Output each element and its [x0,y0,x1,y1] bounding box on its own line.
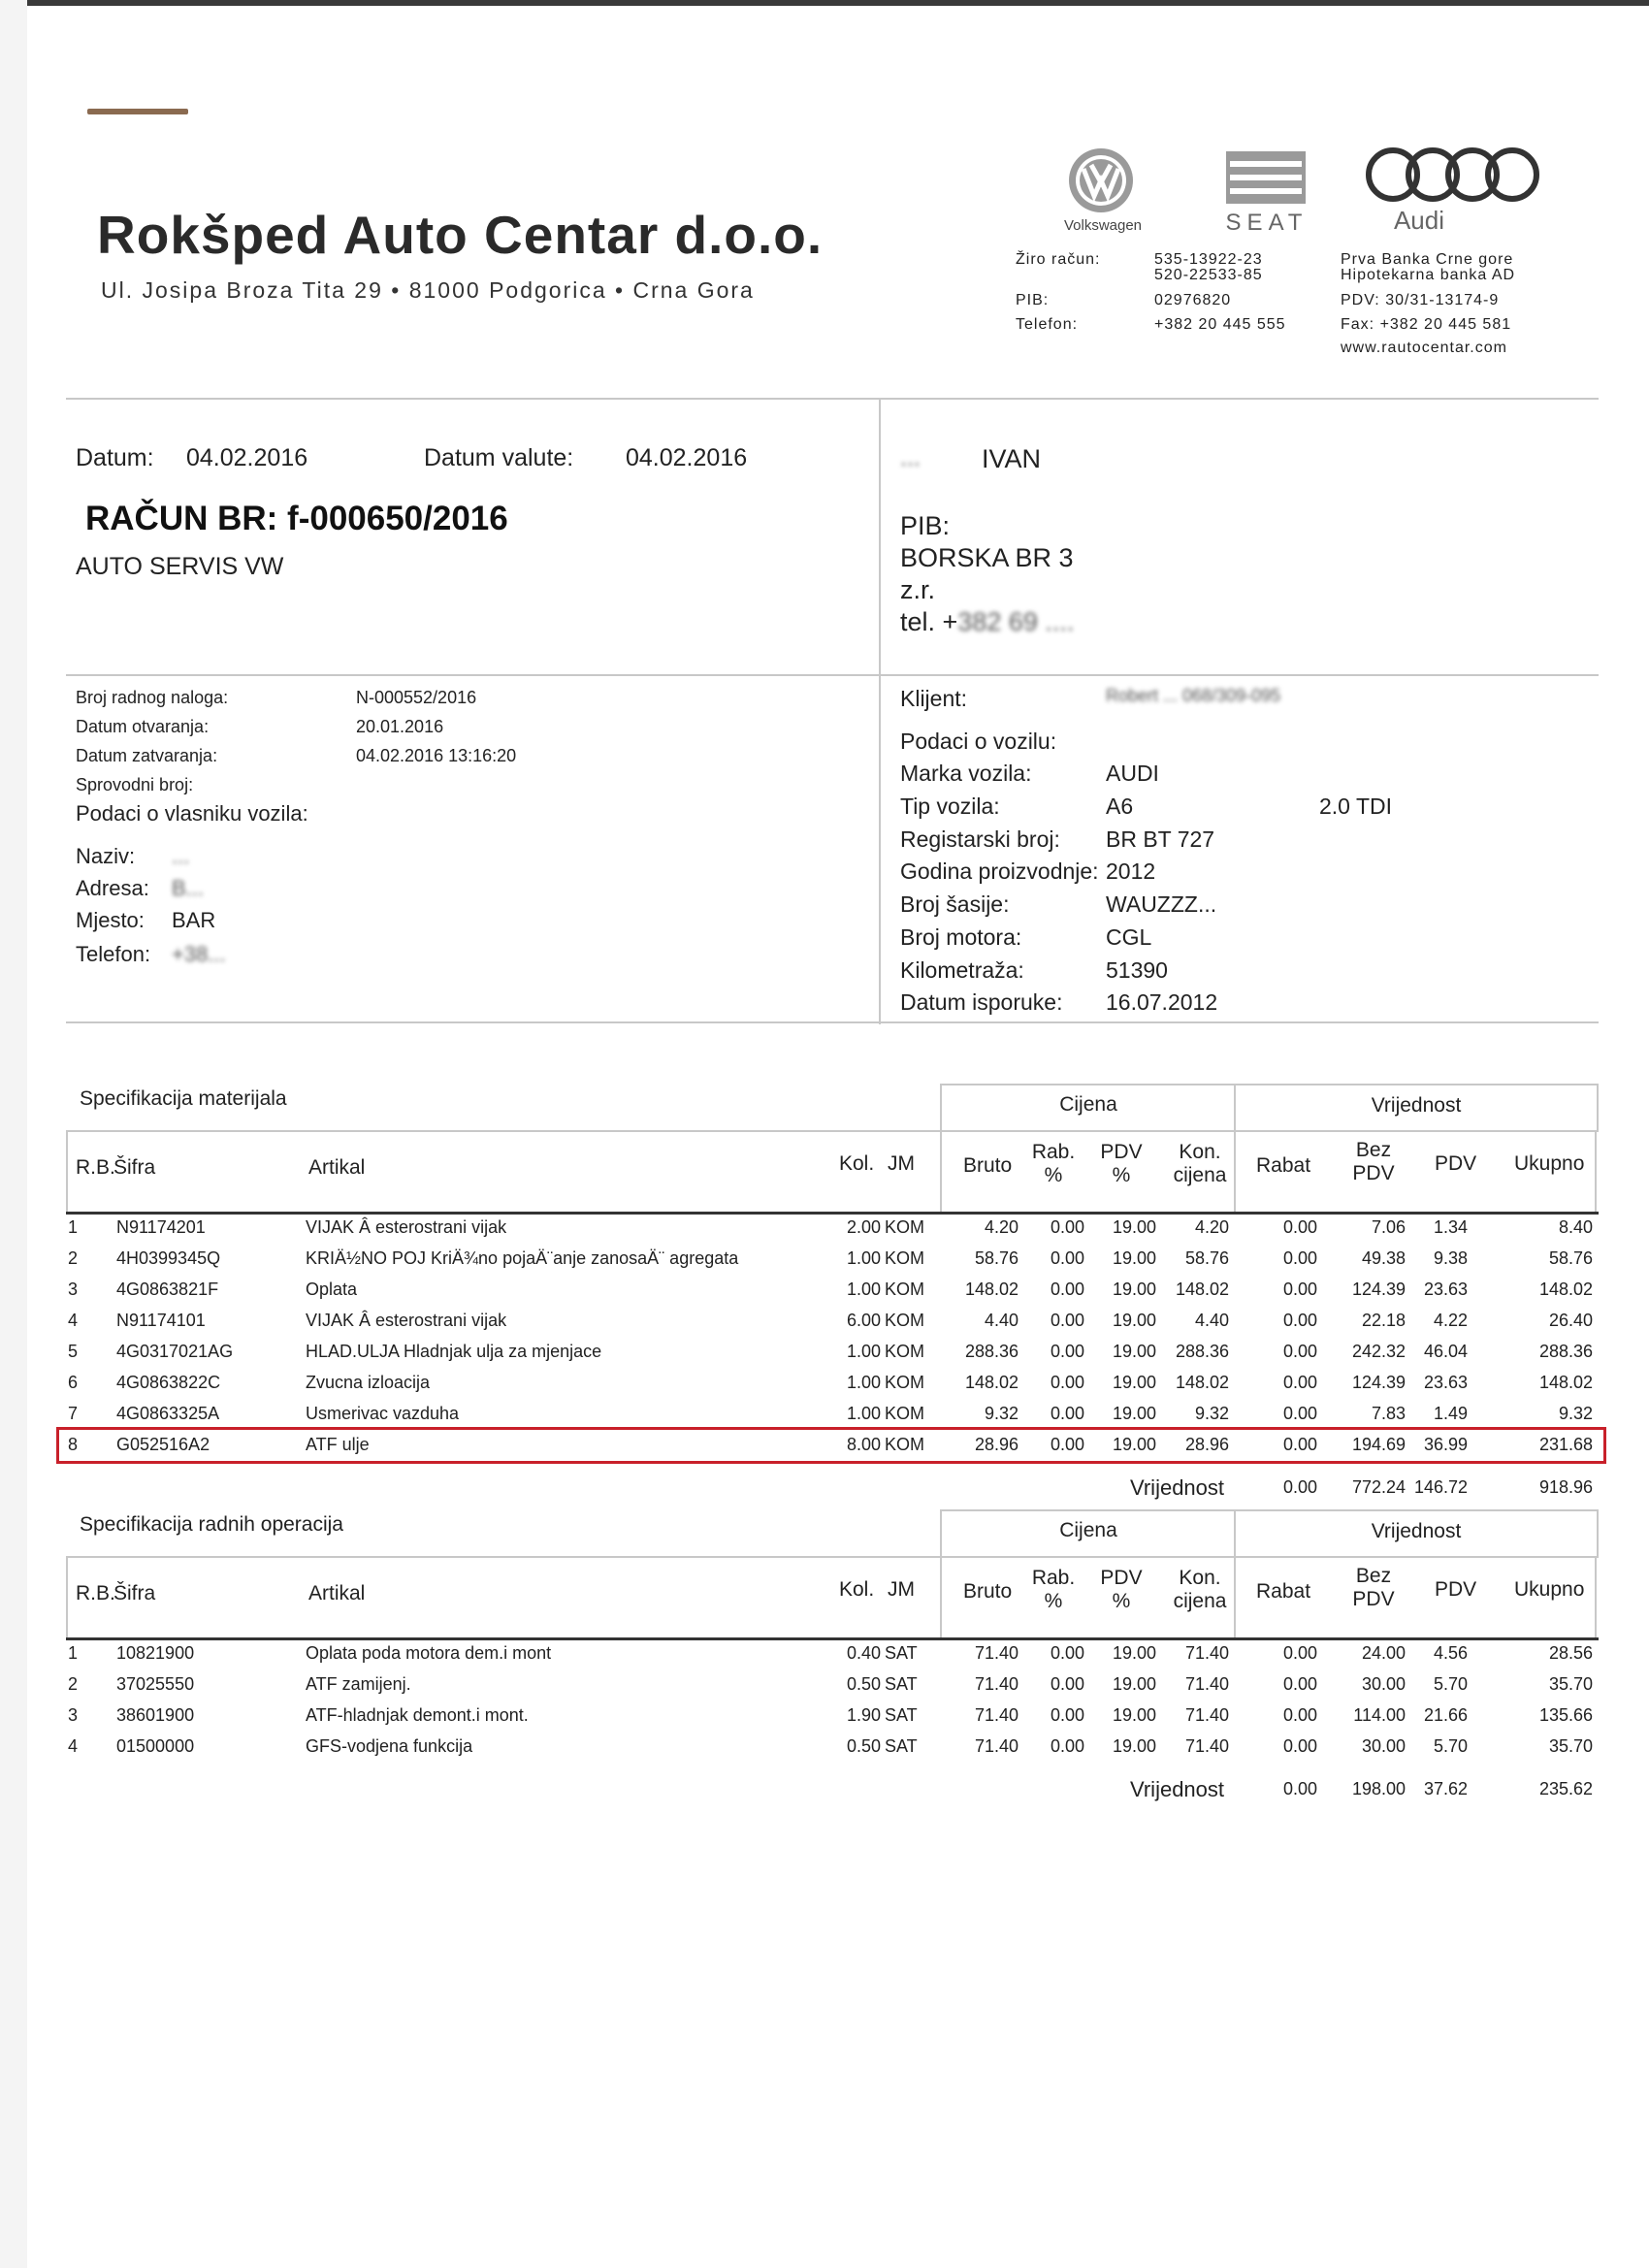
cell-artikal: GFS-vodjena funkcija [306,1736,473,1756]
cell-pdv: 4.56 [1433,1643,1468,1663]
cell-pdv: 46.04 [1423,1342,1468,1361]
order-value: 20.01.2016 [356,717,444,736]
cell-kon-cijena: 148.02 [1175,1373,1229,1392]
col-header-kon: Kon. [1179,1141,1221,1163]
cell-rb: 4 [68,1736,79,1756]
cell-jm: KOM [885,1280,925,1299]
cell-rab: 0.00 [1050,1674,1084,1694]
cell-pdv-pct: 19.00 [1112,1311,1156,1330]
invoice-label: RAČUN BR: [85,500,278,537]
cijena-group-header: Cijena [940,1509,1235,1556]
owner-value: B... [172,876,205,900]
cell-ukupno: 148.02 [1538,1280,1593,1299]
cell-pdv-pct: 19.00 [1112,1404,1156,1423]
klijent-value: Robert ... 068/309-095 [1106,686,1281,705]
col-header-kol: Kol. [839,1578,875,1601]
cell-rb: 2 [68,1674,79,1694]
col-header-rab-pct: % [1044,1164,1063,1186]
cell-rabat: 0.00 [1282,1404,1317,1423]
cell-ukupno: 35.70 [1548,1674,1593,1694]
cell-ukupno: 35.70 [1548,1736,1593,1756]
cell-ukupno: 135.66 [1538,1705,1593,1725]
cell-kon-cijena: 288.36 [1175,1342,1229,1361]
cell-bruto: 71.40 [974,1643,1018,1663]
decorative-line [87,109,188,114]
customer-phone [900,607,1074,637]
cell-ukupno: 148.02 [1538,1373,1593,1392]
cell-kon-cijena: 71.40 [1184,1736,1229,1756]
total-rabat: 0.00 [1282,1779,1317,1798]
cell-kon-cijena: 9.32 [1194,1404,1229,1423]
total-ukupno: 235.62 [1538,1779,1593,1798]
cell-kol: 2.00 [846,1217,881,1237]
total-bez-pdv: 772.24 [1351,1477,1406,1497]
vehicle-label: Marka vozila: [900,761,1032,786]
col-header-jm: JM [888,1578,915,1601]
owner-label: Mjesto: [76,908,145,932]
cell-kol: 0.40 [846,1643,881,1663]
cell-bez-pdv: 22.18 [1361,1311,1406,1330]
customer-pib: PIB: [900,511,951,540]
klijent-label: Klijent: [900,686,968,711]
header-border [66,1130,1599,1132]
owner-value: ... [172,844,190,868]
cell-ukupno: 231.68 [1538,1435,1593,1454]
cell-bez-pdv: 124.39 [1351,1373,1406,1392]
cell-kol: 1.00 [846,1404,881,1423]
cell-bruto: 71.40 [974,1736,1018,1756]
customer-phone-prefix: tel. + [900,607,958,636]
col-header-kon-cijena: cijena [1173,1590,1227,1612]
vehicle-title: Podaci o vozilu: [900,729,1057,754]
brand-caption-audi: Audi [1393,206,1445,235]
cell-rab: 0.00 [1050,1705,1084,1725]
cell-rabat: 0.00 [1282,1643,1317,1663]
section-title: Specifikacija radnih operacija [80,1513,343,1536]
brand-caption-vw: Volkswagen [1063,217,1143,234]
cell-kon-cijena: 71.40 [1184,1643,1229,1663]
cell-bez-pdv: 7.06 [1371,1217,1406,1237]
owner-title: Podaci o vlasniku vozila: [76,801,308,826]
cell-jm: SAT [885,1674,918,1694]
cell-rb: 8 [68,1435,79,1454]
pib-value: 02976820 [1154,292,1232,308]
cell-bruto: 4.40 [984,1311,1018,1330]
cell-rabat: 0.00 [1282,1373,1317,1392]
phone-label: Telefon: [1016,316,1079,333]
cell-bez-pdv: 7.83 [1371,1404,1406,1423]
col-header-rabat: Rabat [1256,1154,1311,1177]
cell-kon-cijena: 4.40 [1194,1311,1229,1330]
cell-pdv: 5.70 [1433,1674,1468,1694]
cell-artikal: HLAD.ULJA Hladnjak ulja za mjenjace [306,1342,602,1361]
vehicle-label: Broj šasije: [900,891,1010,917]
customer-phone-hidden: 382 69 .... [957,607,1075,636]
seat-logo [1224,146,1308,214]
cell-pdv-pct: 19.00 [1112,1674,1156,1694]
total-rabat: 0.00 [1282,1477,1317,1497]
cell-pdv-pct: 19.00 [1112,1373,1156,1392]
cell-kol: 1.00 [846,1373,881,1392]
cell-jm: KOM [885,1311,925,1330]
cell-artikal: ATF zamijenj. [306,1674,411,1694]
cell-ukupno: 58.76 [1548,1248,1593,1268]
cell-jm: KOM [885,1404,925,1423]
cell-pdv: 1.49 [1433,1404,1468,1423]
ziro-label: Žiro račun: [1016,251,1101,268]
cell-rab: 0.00 [1050,1643,1084,1663]
volkswagen-logo [1062,146,1140,220]
cell-rab: 0.00 [1050,1248,1084,1268]
cell-rb: 1 [68,1217,79,1237]
vehicle-value: 16.07.2012 [1106,989,1218,1015]
cell-rabat: 0.00 [1282,1705,1317,1725]
col-header-bez: Bez [1355,1565,1392,1587]
cell-jm: KOM [885,1248,925,1268]
cell-sifra: N91174201 [116,1217,206,1237]
cell-jm: SAT [885,1736,918,1756]
vehicle-label: Tip vozila: [900,794,1000,819]
header-border [940,1556,942,1637]
col-header-rb: R.B. [76,1582,115,1604]
col-header-kol: Kol. [839,1152,875,1175]
cell-pdv-pct: 19.00 [1112,1736,1156,1756]
cell-rab: 0.00 [1050,1373,1084,1392]
order-label: Broj radnog naloga: [76,688,229,707]
cell-bez-pdv: 194.69 [1351,1435,1406,1454]
col-header-pdv-pct: % [1112,1590,1131,1612]
col-header-pdv-total: PDV [1435,1578,1477,1601]
vehicle-engine-spec: 2.0 TDI [1319,794,1392,819]
cell-rb: 7 [68,1404,79,1423]
datum-value: 04.02.2016 [186,444,308,471]
divider [66,1021,1599,1023]
cell-kol: 1.90 [846,1705,881,1725]
order-label: Datum zatvaranja: [76,746,218,765]
divider-vertical [879,400,881,1024]
fax-value: Fax: +382 20 445 581 [1341,316,1512,333]
header-border [66,1130,68,1212]
cell-rab: 0.00 [1050,1404,1084,1423]
cell-pdv-pct: 19.00 [1112,1705,1156,1725]
company-address: Ul. Josipa Broza Tita 29 • 81000 Podgorica • Crna Gora [101,277,755,303]
col-header-rab: Rab. [1031,1141,1076,1163]
vehicle-value: 51390 [1106,957,1168,983]
cell-sifra: N91174101 [116,1311,206,1330]
col-header-bez-pdv: PDV [1352,1162,1395,1184]
owner-label: Naziv: [76,844,136,868]
cell-jm: KOM [885,1217,925,1237]
vrijednost-group-header: Vrijednost [1234,1084,1599,1130]
owner-label: Adresa: [76,876,149,900]
vehicle-label: Kilometraža: [900,957,1024,983]
col-header-jm: JM [888,1152,915,1175]
cell-pdv: 36.99 [1423,1435,1468,1454]
bank-1: Prva Banka Crne gore [1341,251,1514,268]
cell-rb: 4 [68,1311,79,1330]
col-header-pdv: PDV [1100,1567,1143,1589]
valuta-label: Datum valute: [424,444,574,471]
vehicle-label: Registarski broj: [900,826,1060,852]
owner-value: +38... [172,942,226,966]
cell-bez-pdv: 49.38 [1361,1248,1406,1268]
col-header-rb: R.B. [76,1156,115,1179]
total-label: Vrijednost [1130,1475,1225,1500]
cell-kol: 1.00 [846,1342,881,1361]
website: www.rautocentar.com [1341,340,1507,356]
cell-rb: 1 [68,1643,79,1663]
page-edge [0,0,1649,6]
header-border [1234,1130,1236,1212]
cell-bruto: 9.32 [984,1404,1018,1423]
cell-rab: 0.00 [1050,1311,1084,1330]
owner-label: Telefon: [76,942,151,966]
total-bez-pdv: 198.00 [1351,1779,1406,1798]
vehicle-value: BR BT 727 [1106,826,1215,852]
cell-rabat: 0.00 [1282,1217,1317,1237]
cell-bruto: 71.40 [974,1705,1018,1725]
col-header-kon: Kon. [1179,1567,1221,1589]
customer-street: BORSKA BR 3 [900,543,1074,572]
cell-rabat: 0.00 [1282,1435,1317,1454]
col-header-pdv-total: PDV [1435,1152,1477,1175]
vehicle-value: CGL [1106,924,1152,950]
ziro-account-2: 520-22533-85 [1154,267,1263,283]
cell-bruto: 148.02 [964,1373,1018,1392]
header-border [66,1556,68,1637]
col-header-bez-pdv: PDV [1352,1588,1395,1610]
cell-sifra: 10821900 [116,1643,195,1663]
col-header-artikal: Artikal [308,1156,366,1179]
cell-kol: 1.00 [846,1248,881,1268]
cell-rabat: 0.00 [1282,1248,1317,1268]
pdv-number: PDV: 30/31-13174-9 [1341,292,1500,308]
cell-pdv: 23.63 [1423,1373,1468,1392]
cell-bez-pdv: 242.32 [1351,1342,1406,1361]
col-header-bez: Bez [1355,1139,1392,1161]
vehicle-value: 2012 [1106,859,1156,884]
col-header-kon-cijena: cijena [1173,1164,1227,1186]
vehicle-value: A6 [1106,794,1134,819]
cell-ukupno: 288.36 [1538,1342,1593,1361]
customer-name-hidden: ... [900,444,921,471]
cell-pdv-pct: 19.00 [1112,1280,1156,1299]
cell-artikal: VIJAK Â esterostrani vijak [306,1217,507,1237]
header-border [940,1130,942,1212]
cell-sifra: 4G0863822C [116,1373,221,1392]
vehicle-label: Datum isporuke: [900,989,1063,1015]
cell-bruto: 4.20 [984,1217,1018,1237]
cell-sifra: 01500000 [116,1736,195,1756]
cell-artikal: ATF ulje [306,1435,370,1454]
cell-sifra: 4H0399345Q [116,1248,221,1268]
pib-label: PIB: [1016,292,1050,308]
cell-sifra: 4G0863325A [116,1404,220,1423]
cell-ukupno: 9.32 [1558,1404,1593,1423]
cell-jm: SAT [885,1705,918,1725]
cell-bez-pdv: 124.39 [1351,1280,1406,1299]
divider [66,398,1599,400]
highlight-box [56,1427,1606,1464]
order-value: 04.02.2016 13:16:20 [356,746,517,765]
col-header-rabat: Rabat [1256,1580,1311,1603]
col-header-sifra: Šifra [113,1582,156,1604]
cell-artikal: Usmerivac vazduha [306,1404,460,1423]
company-name: Rokšped Auto Centar d.o.o. [97,205,824,265]
cell-artikal: VIJAK Â esterostrani vijak [306,1311,507,1330]
cell-kon-cijena: 28.96 [1184,1435,1229,1454]
cell-artikal: Oplata [306,1280,358,1299]
cell-bez-pdv: 30.00 [1361,1736,1406,1756]
cell-bruto: 71.40 [974,1674,1018,1694]
total-label: Vrijednost [1130,1777,1225,1801]
cell-kon-cijena: 71.40 [1184,1674,1229,1694]
invoice-number [85,500,508,538]
col-header-rab: Rab. [1031,1567,1076,1589]
valuta-value: 04.02.2016 [626,444,748,471]
cell-rab: 0.00 [1050,1435,1084,1454]
vrijednost-group-header: Vrijednost [1234,1509,1599,1556]
section-title: Specifikacija materijala [80,1087,287,1110]
cell-pdv: 21.66 [1423,1705,1468,1725]
cell-ukupno: 26.40 [1548,1311,1593,1330]
cell-rabat: 0.00 [1282,1342,1317,1361]
cell-pdv: 1.34 [1433,1217,1468,1237]
cell-sifra: 4G0863821F [116,1280,219,1299]
total-ukupno: 918.96 [1538,1477,1593,1497]
cell-rb: 6 [68,1373,79,1392]
cell-jm: SAT [885,1643,918,1663]
order-label: Sprovodni broj: [76,775,194,794]
cell-sifra: 38601900 [116,1705,195,1725]
customer-name: IVAN [982,444,1042,473]
cell-ukupno: 8.40 [1558,1217,1593,1237]
col-header-pdv: PDV [1100,1141,1143,1163]
cell-artikal: ATF-hladnjak demont.i mont. [306,1705,529,1725]
cell-bruto: 288.36 [964,1342,1018,1361]
brand-caption-seat: SEAT [1225,210,1309,236]
cell-kon-cijena: 71.40 [1184,1705,1229,1725]
cijena-group-header: Cijena [940,1084,1235,1130]
cell-bez-pdv: 30.00 [1361,1674,1406,1694]
cell-bruto: 58.76 [974,1248,1018,1268]
invoice-value: f-000650/2016 [287,500,508,537]
cell-kol: 1.00 [846,1280,881,1299]
divider [66,674,1599,676]
audi-logo [1362,144,1542,211]
cell-artikal: Oplata poda motora dem.i mont [306,1643,552,1663]
cell-kon-cijena: 58.76 [1184,1248,1229,1268]
cell-rb: 3 [68,1705,79,1725]
cell-rb: 2 [68,1248,79,1268]
scan-margin [0,0,27,2268]
cell-rabat: 0.00 [1282,1311,1317,1330]
col-header-sifra: Šifra [113,1156,156,1179]
vehicle-label: Godina proizvodnje: [900,859,1099,884]
cell-bruto: 28.96 [974,1435,1018,1454]
col-header-ukupno: Ukupno [1514,1578,1585,1601]
vehicle-label: Broj motora: [900,924,1022,950]
cell-pdv: 23.63 [1423,1280,1468,1299]
header-border [1595,1556,1597,1637]
header-bottom-rule [66,1637,1599,1640]
order-value: N-000552/2016 [356,688,477,707]
cell-jm: KOM [885,1342,925,1361]
cell-rb: 5 [68,1342,79,1361]
col-header-artikal: Artikal [308,1582,366,1604]
cell-jm: KOM [885,1373,925,1392]
order-label: Datum otvaranja: [76,717,210,736]
cell-rabat: 0.00 [1282,1280,1317,1299]
cell-kon-cijena: 4.20 [1194,1217,1229,1237]
cell-sifra: 4G0317021AG [116,1342,234,1361]
col-header-ukupno: Ukupno [1514,1152,1585,1175]
customer-zr: z.r. [900,575,936,604]
cell-rb: 3 [68,1280,79,1299]
cell-pdv-pct: 19.00 [1112,1643,1156,1663]
header-bottom-rule [66,1212,1599,1215]
cell-artikal: KRIÄ½NO POJ KriÄ¾no pojaÄ¨anje zanosaÄ¨ agregata [306,1248,739,1268]
cell-ukupno: 28.56 [1548,1643,1593,1663]
cell-pdv-pct: 19.00 [1112,1217,1156,1237]
cell-rab: 0.00 [1050,1280,1084,1299]
total-pdv: 146.72 [1413,1477,1468,1497]
cell-artikal: Zvucna izloacija [306,1373,431,1392]
cell-kol: 8.00 [846,1435,881,1454]
cell-pdv: 5.70 [1433,1736,1468,1756]
col-header-bruto: Bruto [963,1580,1013,1603]
bank-2: Hipotekarna banka AD [1341,267,1516,283]
cell-rab: 0.00 [1050,1736,1084,1756]
cell-kol: 0.50 [846,1674,881,1694]
department: AUTO SERVIS VW [76,553,284,580]
cell-rab: 0.00 [1050,1217,1084,1237]
cell-rab: 0.00 [1050,1342,1084,1361]
cell-bez-pdv: 24.00 [1361,1643,1406,1663]
cell-bez-pdv: 114.00 [1353,1705,1406,1725]
cell-sifra: G052516A2 [116,1435,210,1454]
header-border [1595,1130,1597,1212]
ziro-account-1: 535-13922-23 [1154,251,1263,268]
phone-value: +382 20 445 555 [1154,316,1286,333]
cell-jm: KOM [885,1435,925,1454]
cell-pdv-pct: 19.00 [1112,1435,1156,1454]
cell-kol: 6.00 [846,1311,881,1330]
cell-kon-cijena: 148.02 [1175,1280,1229,1299]
total-pdv: 37.62 [1423,1779,1468,1798]
cell-sifra: 37025550 [116,1674,195,1694]
header-border [1234,1556,1236,1637]
cell-bruto: 148.02 [964,1280,1018,1299]
cell-rabat: 0.00 [1282,1736,1317,1756]
col-header-pdv-pct: % [1112,1164,1131,1186]
cell-pdv: 4.22 [1433,1311,1468,1330]
vehicle-value: WAUZZZ... [1106,891,1217,917]
header-border [66,1556,1599,1558]
cell-rabat: 0.00 [1282,1674,1317,1694]
datum-label: Datum: [76,444,154,471]
vehicle-value: AUDI [1106,761,1159,786]
owner-value: BAR [172,908,216,932]
cell-pdv-pct: 19.00 [1112,1342,1156,1361]
cell-pdv: 9.38 [1433,1248,1468,1268]
col-header-bruto: Bruto [963,1154,1013,1177]
cell-kol: 0.50 [846,1736,881,1756]
cell-pdv-pct: 19.00 [1112,1248,1156,1268]
col-header-rab-pct: % [1044,1590,1063,1612]
